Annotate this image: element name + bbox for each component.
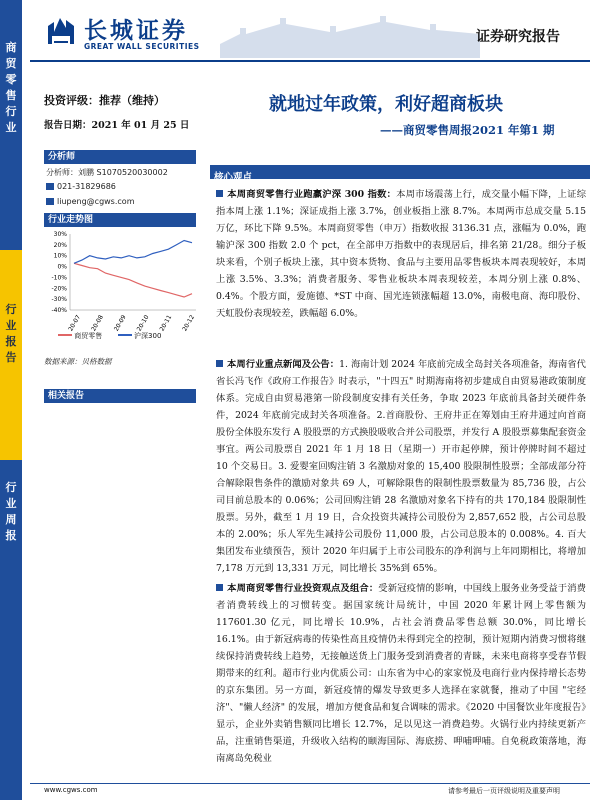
email-icon	[46, 198, 54, 205]
y-tick-label: 30%	[53, 231, 67, 238]
company-logo	[44, 12, 244, 56]
y-tick-label: -10%	[51, 274, 67, 282]
bullet-icon	[216, 584, 223, 591]
x-tick-label: 20-07	[67, 313, 83, 333]
core-paragraph-investment	[216, 580, 586, 767]
paragraph-lead: 本周商贸零售行业跑赢沪深 300 指数：	[227, 189, 397, 200]
report-title: 就地过年政策，利好超商板块	[269, 94, 503, 115]
sideband-report-label: 行业报告	[5, 303, 17, 364]
y-tick-label: -30%	[51, 296, 67, 304]
analyst-phone-row	[46, 182, 116, 191]
x-tick-label: 20-10	[135, 313, 151, 333]
legend-swatch-retail	[58, 334, 72, 336]
logo-mark-icon	[44, 14, 78, 48]
phone-icon	[46, 183, 54, 190]
legend-label-hs300: 沪深300	[134, 332, 162, 340]
y-tick-label: 20%	[53, 241, 67, 249]
header-rule	[30, 60, 590, 62]
sideband-weekly-label: 行业周报	[5, 481, 17, 542]
great-wall-watermark-icon	[220, 4, 480, 58]
bullet-icon	[216, 360, 223, 367]
legend-label-retail: 商贸零售	[74, 332, 103, 340]
footer-disclaimer: 请参考最后一页评级说明及重要声明	[448, 787, 560, 795]
y-tick-label: 10%	[53, 252, 67, 260]
series-line-hs300	[74, 241, 192, 264]
paragraph-body: 受新冠疫情的影响，中国线上服务业务受益于消费者消费转线上的习惯转变。据国家统计局统计，中国 2020 年累计网上零售额为 117601.30 亿元，同比增长 10.9%，占社会消费品零售总额 30.0%，同比增长 16.1%。由于新冠病毒的传染性高且疫情仍未得到完全的控制，预计短期内消费习惯将继续保持消费转线上趋势，无接触送货上门服务受到消费者的青睐，未来电商将享受春节假期带来的红利。超市行业内优质公司：山东省为中心的家家悦及电商行业内保持增长态势的京东集团。另一方面，新冠疫情的爆发导致更多人选择在家就餐，推动了中国 "宅经济"、"懒人经济" 的发展，增加方便食品和复合调味的需求。《2020 中国餐饮业年度报告》显示，企业外卖销售额同比增长 12.7%，足以见这一消费趋势。火锅行业内持续更新产品，注重销售渠道，升级收入结构的颐海国际、海底捞、呷哺呷哺。自免税政策落地，海南离岛免税业	[216, 583, 586, 764]
report-subtitle: ——商贸零售周报2021 年第1 期	[380, 123, 555, 137]
logo-chinese-name: 长城证券	[84, 18, 188, 44]
y-tick-label: 0%	[57, 263, 67, 271]
analyst-email-row	[46, 197, 134, 206]
investment-rating: 投资评级：推荐（维持）	[44, 94, 165, 107]
paragraph-body: 1. 海南计划 2024 年底前完成全岛封关各项准备，海南省代省长冯飞作《政府工作报告》时表示，"十四五" 时期海南将初步建成自由贸易港政策制度体系。完成自由贸易港第一阶段制度安排有关任务，争取 2023 年底前具备封关硬件条件，2024 年底前完成封关各项准备。2.首商股份、王府井正在筹划由王府井通过向首商股份全体股东发行 A 股股票的方式换股吸收合并公司股票，并发行 A 股股票募集配套资金事宜。两公司股票自 2021 年 1 月 18 日（星期一）开市起停牌，预计停牌时间不超过 10 个交易日。3. 爱婴室回购注销 3 名激励对象的 15,400 股限制性股票；全部成部分符合解除限售条件的激励对象共 69 人，可解除限售的限制性股票数量为 85,736 股，占公司目前总股本的 0.06%；公司回购注销 28 名激励对象名下持有的共 170,184 股限制性股票。另外，截至 1 月 19 日，合众投资共减持公司股份为 2,857,652 股，占公司总股本的 2.00%；乐人军先生减持公司股份 11,000 股，占公司总股本的 0.008%。4. 百大集团发布业绩预告，预计 2020 年归属于上市公司股东的净利润与上年同期相比，将增加 7,178 万元到 13,331 万元，同比增长 35%到 65%。	[216, 359, 586, 574]
report-type-label: 证券研究报告	[476, 29, 560, 45]
series-line-retail	[74, 263, 192, 297]
x-tick-label: 20-12	[181, 313, 197, 333]
analyst-phone: 021-31829686	[57, 182, 116, 191]
core-views-header	[210, 165, 590, 183]
x-tick-label: 20-09	[112, 313, 128, 333]
page-header	[0, 0, 600, 64]
core-views-label: 核心观点	[214, 172, 253, 183]
legend-swatch-hs300	[118, 334, 132, 336]
analyst-email[interactable]: liupeng@cgws.com	[57, 197, 135, 206]
footer-rule	[30, 783, 590, 784]
y-tick-label: -20%	[51, 285, 67, 293]
paragraph-body: 本周市场震荡上行，成交量小幅下降，上证综指本周上涨 1.1%；深证成指上涨 3.7%，创业板指上涨 8.7%。本周两市总成交量 5.15 万亿，环比下降 9.5%。本周商贸零售（申万）指数收报 3136.31 点，涨幅为 0.0%，跑输沪深 300 指数 2.0 个 pct，在全部申万指数中的表现居后，排名第 21/28。细分子板块来看，个别子板块上涨，其中资本货物、食品与主要用品零售板块本周表现较好，本周上涨 3.5%、3.3%；消费者服务、零售业板块本周表现较差，本周分别上涨 0.8%、0.4%。个股方面，爱施德、*ST 中商、国光连锁涨幅超 13.0%，南极电商、海印股份、天虹股份表现较差，跌幅超 6.0%。	[216, 189, 586, 319]
logo-english-name: GREAT WALL SECURITIES	[84, 42, 200, 51]
footer-url[interactable]: www.cgws.com	[44, 786, 98, 794]
analyst-name: 分析师：刘鹏 S1070520030002	[46, 168, 168, 177]
analyst-section-header: 分析师	[44, 150, 196, 164]
chart-source: 数据来源：贝格数据	[44, 357, 112, 366]
paragraph-lead: 本周商贸零售行业投资观点及组合：	[227, 583, 379, 594]
x-tick-label: 20-08	[90, 313, 105, 333]
y-tick-label: -40%	[51, 307, 67, 314]
chart-legend	[58, 331, 161, 341]
sideband-industry-label: 商贸零售行业	[5, 41, 17, 134]
trend-chart-header: 行业走势图	[44, 213, 196, 227]
x-tick-label: 20-11	[158, 313, 174, 333]
paragraph-lead: 本周行业重点新闻及公告：	[227, 359, 340, 370]
core-paragraph-market	[216, 186, 586, 322]
bullet-icon	[216, 190, 223, 197]
core-paragraph-news	[216, 356, 586, 577]
report-date: 报告日期：2021 年 01 月 25 日	[44, 120, 190, 131]
related-reports-header: 相关报告	[44, 389, 196, 403]
